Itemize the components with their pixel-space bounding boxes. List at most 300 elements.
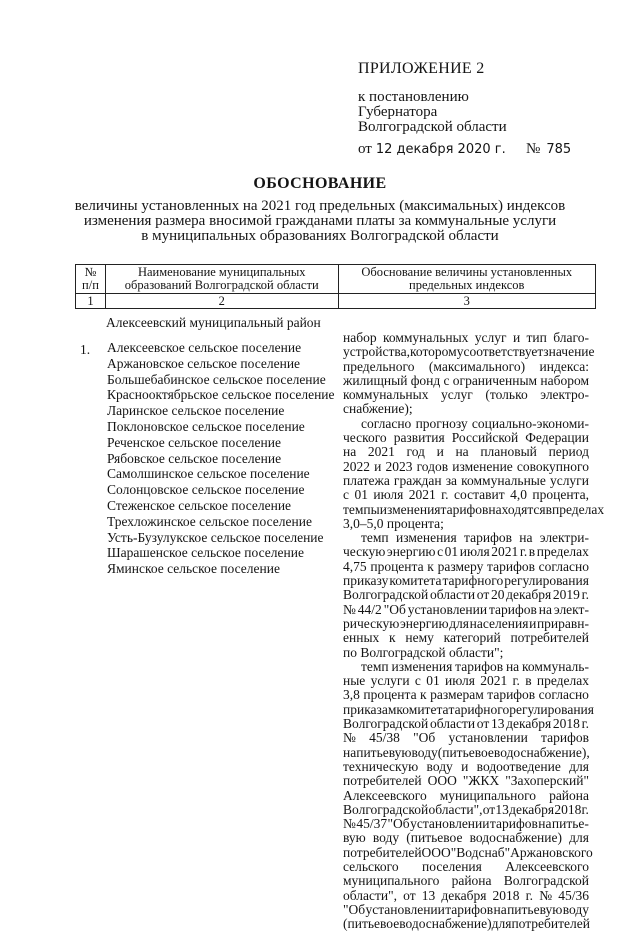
justification-line: снабжение); [343, 401, 413, 417]
word: от [476, 716, 490, 732]
settlement-item: Солонцовское сельское поселение [107, 482, 305, 498]
word: и [436, 444, 444, 460]
word: 45/36 [558, 887, 589, 903]
word: на [455, 444, 469, 460]
word: граждан [393, 472, 442, 488]
word: с [437, 544, 444, 560]
settlement-item: Стеженское сельское поселение [107, 497, 292, 513]
word: "Об [383, 601, 406, 617]
justification-line [343, 344, 595, 360]
word: энергию [399, 615, 449, 631]
word: годов [416, 458, 449, 474]
word: темп [361, 658, 389, 674]
word: поселения [422, 858, 482, 874]
word: декабря [509, 801, 555, 817]
word: рическую [343, 615, 400, 631]
word: (питьевое [437, 744, 494, 760]
word: от [403, 887, 416, 903]
justification-line [343, 545, 589, 559]
word: согласно [538, 558, 589, 574]
word: элект- [553, 601, 589, 617]
decree-date: 12 декабря 2020 г. [375, 142, 506, 157]
subtitle-line-2: изменения размера вносимой гражданами платы за коммунальные услуги [83, 213, 557, 229]
word: 3,8 [343, 687, 360, 703]
justification-line [343, 717, 589, 731]
justification-line [343, 560, 589, 574]
word: потребителей [343, 844, 422, 860]
header-table [75, 264, 596, 309]
word: "Водснаб" [450, 844, 511, 860]
word: 4,0 [510, 487, 527, 503]
word: соответствует [463, 344, 544, 360]
word: услуги [370, 673, 410, 689]
word: тарифов [488, 601, 537, 617]
word: Аржановского [510, 844, 593, 860]
word: 13 [495, 801, 509, 817]
word: в [525, 673, 532, 689]
word: процента, [532, 487, 589, 503]
word: размеру [437, 558, 484, 574]
word: потребителей [511, 916, 590, 931]
word: 2018 [554, 801, 582, 817]
word: питьевую [507, 901, 563, 917]
word: "ЖКХ [462, 773, 500, 789]
word: Алексеевского [505, 858, 589, 874]
word: жилищный [343, 372, 408, 388]
word: находятся [488, 501, 546, 517]
word: приказу [343, 573, 389, 589]
word: составит [454, 487, 505, 503]
word: 20 [490, 587, 505, 603]
word: г. [519, 544, 528, 560]
word: № [343, 816, 356, 832]
word: для [569, 758, 589, 774]
word: темп [361, 530, 389, 546]
justification-line [343, 588, 589, 602]
word: плановый [480, 444, 537, 460]
word: на [538, 816, 552, 832]
word: для [491, 916, 512, 931]
word: услуги [549, 472, 589, 488]
word: воду [562, 901, 589, 917]
word: воду [426, 758, 453, 774]
word: (питьевое [406, 830, 463, 846]
word: района [451, 873, 492, 889]
word: ООО [421, 844, 451, 860]
district-name: Алексеевский муниципальный район [106, 315, 321, 330]
word: с [414, 673, 421, 689]
word: темпы [343, 501, 380, 517]
decree-number: 785 [546, 142, 572, 157]
justification-line [343, 701, 594, 717]
word: пределах [536, 544, 589, 560]
justification-line [343, 731, 589, 745]
justification-line [343, 889, 589, 903]
word: питьевую [356, 744, 412, 760]
word: 4,75 [343, 558, 367, 574]
word: на [343, 744, 357, 760]
word: сельского [343, 858, 399, 874]
word: г. [441, 487, 449, 503]
word: электро- [540, 387, 589, 403]
word: тип [526, 330, 547, 345]
word: регулирования [504, 573, 589, 589]
word: набором [540, 372, 589, 388]
word: июля [459, 544, 490, 560]
word: тарифного [448, 701, 510, 717]
word: воду [411, 744, 438, 760]
word: Волгоградской [503, 873, 589, 889]
justification-line [343, 474, 589, 488]
word: и [374, 458, 382, 474]
word: № [343, 601, 356, 617]
justification-line [343, 501, 605, 517]
justification-line [343, 531, 589, 545]
word: "Об [413, 730, 436, 746]
word: области", [428, 801, 483, 817]
word: 2022 [343, 458, 370, 474]
word: на [505, 658, 520, 674]
word: развития [393, 430, 445, 446]
justification-text [343, 330, 605, 931]
word: енных [343, 630, 380, 646]
word: коммунальные [461, 472, 546, 488]
justification-line [343, 688, 589, 702]
subtitle-line-1: величины установленных на 2021 год предельных (максимальных) индексов [74, 198, 566, 214]
word: устройства, [343, 344, 410, 360]
word: июля [373, 487, 404, 503]
word: услуг [441, 387, 473, 403]
word: 01 [444, 544, 459, 560]
word: комитета [389, 573, 442, 589]
word: индекса: [539, 358, 589, 374]
word: населения [469, 615, 529, 631]
word: и [529, 615, 537, 631]
word: Российской [451, 430, 519, 446]
word: коммунальных [343, 387, 429, 403]
justification-line [343, 874, 589, 888]
word: размерам [430, 687, 484, 703]
settlement-item: Большебабинское сельское поселение [107, 371, 326, 387]
word: тарифов [464, 530, 512, 546]
settlement-item: Яминское сельское поселение [107, 561, 280, 577]
word: тарифов [487, 558, 535, 574]
word: на [493, 901, 507, 917]
word: декабря [506, 587, 552, 603]
word: социально-экономи- [471, 415, 589, 431]
justification-line [343, 445, 589, 459]
settlement-item: Ларинское сельское поселение [107, 403, 285, 419]
word: комитета [396, 701, 449, 717]
word: вую [343, 830, 366, 846]
column-number-2: 2 [105, 294, 338, 309]
column-number-row [76, 294, 596, 309]
word: установлении [365, 901, 445, 917]
word: на [519, 530, 533, 546]
word: 45/38 [369, 730, 400, 746]
appendix-line-2: Губернатора [358, 104, 438, 120]
word: 2021 [408, 487, 436, 503]
word: области", [343, 887, 398, 903]
word: тарифов [445, 901, 494, 917]
word: за [445, 472, 458, 488]
word: г. [581, 801, 589, 817]
word: изменения [395, 530, 457, 546]
word: изменения [379, 501, 441, 517]
word: Федерации [525, 430, 589, 446]
word: питье- [551, 816, 589, 832]
justification-line [343, 460, 589, 474]
justification-line [343, 603, 589, 617]
appendix-line-3: Волгоградской области [358, 119, 507, 135]
word: водоснабжение) [399, 916, 492, 931]
justification-line [343, 617, 589, 631]
header-cell-justification [338, 265, 596, 294]
word: муниципального [343, 873, 440, 889]
word: установлении [407, 601, 488, 617]
decree-date-row [358, 141, 572, 158]
word: электри- [539, 530, 589, 546]
justification-line [343, 817, 589, 831]
word: 2018 [552, 716, 580, 732]
word: потребителей [343, 773, 422, 789]
word: к [389, 630, 396, 646]
word: пределах [536, 673, 589, 689]
word: на [343, 444, 357, 460]
header-text: № [84, 265, 97, 279]
word: 2023 [385, 458, 413, 474]
header-cell-municipality [105, 265, 338, 294]
settlement-item: Усть-Бузулукское сельское поселение [107, 529, 324, 545]
word: пределах [551, 501, 605, 517]
word: и [461, 758, 469, 774]
word: нему [405, 630, 434, 646]
word: для [449, 615, 470, 631]
word: установлении [448, 730, 528, 746]
word: прогнозу [415, 415, 468, 431]
word: водоотведение [476, 758, 561, 774]
word: процента [363, 687, 417, 703]
justification-line: по Волгоградской области"; [343, 644, 504, 660]
decree-number-group [526, 141, 575, 158]
word: Волгоградской [343, 801, 429, 817]
word: "Захоперский" [505, 773, 589, 789]
justification-line [343, 674, 589, 688]
word: 13 [421, 887, 436, 903]
word: с [343, 487, 349, 503]
word: 2021 [367, 444, 395, 460]
word: водоснабжение), [493, 744, 590, 760]
settlement-item: Аржановское сельское поселение [107, 355, 301, 371]
word: тарифов [489, 816, 538, 832]
justification-line [343, 431, 589, 445]
column-number-3: 3 [338, 294, 596, 309]
word: тарифов [440, 501, 489, 517]
word: согласно [538, 687, 589, 703]
word: в [528, 544, 536, 560]
word: г. [512, 673, 520, 689]
word: декабря [441, 887, 487, 903]
justification-line [343, 331, 589, 345]
word: от [476, 587, 490, 603]
word: регулирования [509, 701, 594, 717]
word: которому [410, 344, 464, 360]
word: установлении [410, 816, 490, 832]
word: 13 [490, 716, 505, 732]
word: (максимального) [428, 358, 526, 374]
justification-line [343, 917, 589, 931]
word: 45/37 [356, 816, 388, 832]
word: "Об [343, 901, 366, 917]
justification-line [343, 774, 589, 788]
settlement-item: Алексеевское сельское поселение [107, 340, 302, 355]
word: Волгоградской [343, 587, 429, 603]
justification-line [343, 631, 589, 645]
header-text: образований Волгоградской области [124, 278, 319, 292]
word: ограниченным [452, 372, 538, 388]
word: г. [581, 716, 589, 732]
word: Волгоградской [343, 716, 429, 732]
header-text: п/п [82, 278, 99, 292]
number-label: № [526, 141, 541, 157]
word: значение [543, 344, 595, 360]
appendix-line-1: к постановлению [358, 89, 469, 105]
word: фонд [410, 372, 441, 388]
word: ческую [343, 544, 386, 560]
justification-line: 3,0–5,0 процента; [343, 515, 444, 531]
word: ные [343, 673, 366, 689]
word: с [443, 372, 450, 388]
justification-line [343, 660, 589, 674]
header-text: Обоснование величины установленных [361, 265, 573, 279]
header-cell-number [76, 265, 106, 294]
appendix-title: ПРИЛОЖЕНИЕ 2 [358, 60, 485, 77]
word: тарифного [442, 573, 504, 589]
settlement-item: Шарашенское сельское поселение [107, 545, 304, 561]
word: для [569, 830, 589, 846]
word: изменение [452, 458, 513, 474]
justification-line [343, 360, 589, 374]
word: области [429, 716, 476, 732]
row-number: 1. [80, 342, 91, 357]
word: декабря [506, 716, 552, 732]
word: коммунальных [382, 330, 469, 345]
justification-line [343, 417, 589, 431]
word: к [427, 558, 434, 574]
word: приравн- [536, 615, 589, 631]
justification-line [343, 488, 589, 502]
word: Алексеевского [343, 787, 427, 803]
word: согласно [361, 415, 412, 431]
word: приказам [343, 701, 397, 717]
word: год [406, 444, 425, 460]
justification-line [343, 803, 589, 817]
settlement-item: Самолшинское сельское поселение [107, 466, 310, 482]
settlement-item: Реченское сельское поселение [107, 434, 281, 450]
justification-line [343, 574, 589, 588]
word: категорий [443, 630, 501, 646]
justification-line [343, 388, 589, 402]
word: 01 [354, 487, 368, 503]
word: г. [581, 587, 589, 603]
word: и [512, 330, 521, 345]
word: предельного [343, 358, 415, 374]
word: в [545, 501, 552, 517]
word: июля [444, 673, 475, 689]
word: техническую [343, 758, 419, 774]
header-text: предельных индексов [409, 278, 525, 292]
justification-line [343, 860, 589, 874]
justification-line [343, 903, 589, 917]
word: к [420, 687, 427, 703]
justification-line [343, 831, 589, 845]
word: процента [370, 558, 424, 574]
word: "Об [387, 816, 410, 832]
word: г. [525, 887, 534, 903]
word: ООО [427, 773, 457, 789]
word: от [482, 801, 496, 817]
word: изменения [391, 658, 453, 674]
word: благо- [553, 330, 589, 345]
word: района [549, 787, 589, 803]
word: (питьевое [343, 916, 400, 931]
word: набор [343, 330, 377, 345]
word: воду [372, 830, 400, 846]
header-text: Наименование муниципальных [137, 265, 306, 279]
word: области [429, 587, 476, 603]
justification-line [343, 844, 593, 860]
settlement-item: Трехложинское сельское поселение [107, 513, 312, 529]
word: тарифов [541, 730, 589, 746]
word: № [539, 887, 553, 903]
word: платежа [343, 472, 390, 488]
word: период [548, 444, 589, 460]
settlement-item: Рябовское сельское поселение [107, 450, 282, 466]
word: муниципального [439, 787, 537, 803]
word: 2018 [492, 887, 520, 903]
word: 2021 [480, 673, 508, 689]
settlement-item: Поклоновское сельское поселение [107, 418, 305, 434]
justification-line [343, 789, 589, 803]
word: потребителей [510, 630, 589, 646]
word: (только [485, 387, 528, 403]
word: 01 [426, 673, 440, 689]
word: коммуналь- [522, 658, 589, 674]
word: водоснабжение) [469, 830, 562, 846]
word: тарифов [487, 687, 536, 703]
settlement-list [107, 340, 335, 577]
word: ческого [343, 430, 387, 446]
word: совокупного [516, 458, 589, 474]
subtitle-line-3: в муниципальных образованиях Волгоградской области [141, 228, 499, 244]
word: на [538, 601, 552, 617]
word: услуг [474, 330, 507, 345]
word: 44/2 [357, 601, 382, 617]
word: № [343, 730, 356, 746]
word: 2019 [552, 587, 580, 603]
justification-line [343, 760, 589, 774]
date-prefix: от [358, 141, 372, 157]
column-number-1: 1 [76, 294, 106, 309]
word: тарифов [455, 658, 504, 674]
justification-line [343, 374, 589, 388]
word: 2021 [491, 544, 519, 560]
justification-line [343, 746, 589, 760]
document-title: ОБОСНОВАНИЕ [253, 175, 387, 192]
header-row [76, 265, 596, 294]
word: энергию [386, 544, 436, 560]
settlement-item: Краснооктябрьское сельское поселение [107, 387, 335, 403]
